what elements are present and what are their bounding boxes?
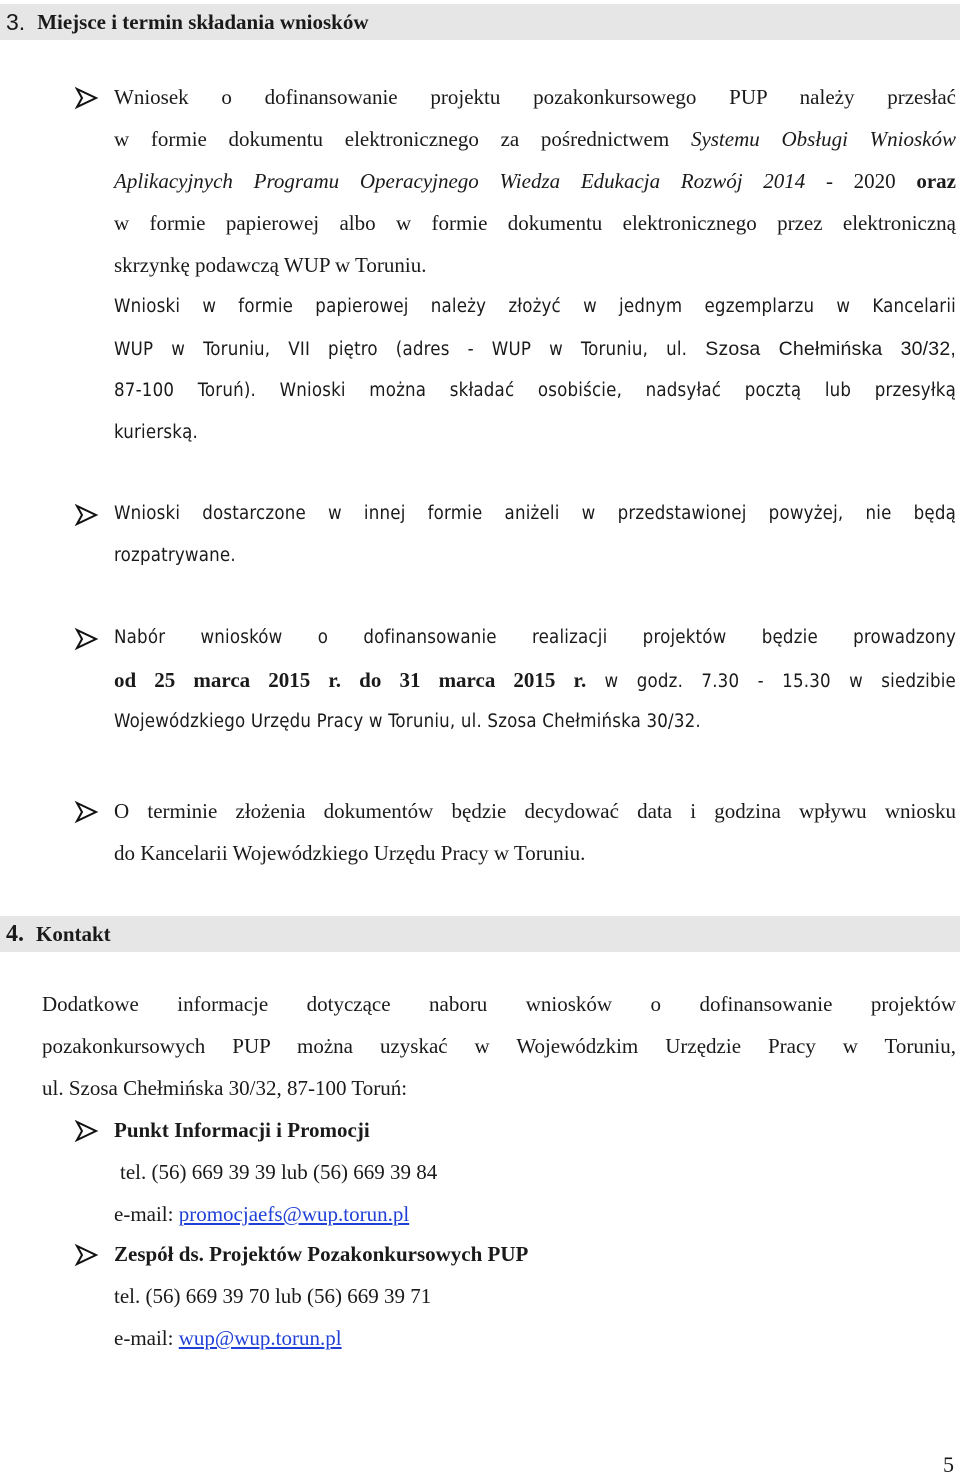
section-number: 4.	[6, 920, 24, 947]
bullet-paragraph-3	[114, 617, 956, 743]
text-line: pozakonkursowych PUP można uzyskać w Wojewódzkim Urzędzie Pracy w Toruniu,	[42, 1034, 956, 1058]
text-line: Wnioski w formie papierowej należy złożyć w jednym egzemplarzu w Kancelarii	[114, 296, 956, 317]
contact-name: Zespół ds. Projektów Pozakonkursowych PUP	[114, 1242, 529, 1266]
bullet-paragraph-2	[114, 493, 956, 577]
email-link[interactable]: wup@wup.torun.pl	[178, 1326, 342, 1350]
text-line: Wojewódzkiego Urzędu Pracy w Toruniu, ul. Szosa Chełmińska 30/32.	[114, 711, 701, 732]
contact-intro	[42, 983, 956, 1109]
text-line: ul. Szosa Chełmińska 30/32, 87-100 Toruń:	[42, 1076, 408, 1100]
text-line: do Kancelarii Wojewódzkiego Urzędu Pracy w Toruniu.	[114, 841, 586, 865]
text-line: kurierską.	[114, 422, 198, 443]
contact-name: Punkt Informacji i Promocji	[114, 1118, 370, 1142]
contact-email-line: e-mail: wup@wup.torun.pl	[114, 1326, 342, 1350]
text-line: rozpatrywane.	[114, 545, 236, 566]
text-line: O terminie złożenia dokumentów będzie decydować data i godzina wpływu wniosku	[114, 799, 956, 823]
bullet-arrow-icon	[74, 1243, 102, 1267]
bullet-arrow-icon	[74, 627, 102, 651]
contact-email-line: e-mail: promocjaefs@wup.torun.pl	[114, 1202, 410, 1226]
text-line: w formie dokumentu elektronicznego za pośrednictwem Systemu Obsługi Wniosków	[114, 127, 957, 151]
text-line: Wniosek o dofinansowanie projektu pozakonkursowego PUP należy przesłać	[114, 85, 956, 109]
contact-block-1	[114, 1109, 956, 1235]
text-line: WUP w Toruniu, VII piętro (adres - WUP w Toruniu, ul. Szosa Chełmińska 30/32,	[114, 338, 956, 360]
contact-phone: tel. (56) 669 39 39 lub (56) 669 39 84	[120, 1160, 438, 1184]
text-line: skrzynkę podawczą WUP w Toruniu.	[114, 253, 427, 277]
section-title: Miejsce i termin składania wniosków	[37, 9, 369, 34]
section-title: Kontakt	[36, 921, 111, 946]
bullet-paragraph-4	[114, 790, 956, 874]
text-line: od 25 marca 2015 r. do 31 marca 2015 r. w godz. 7.30 - 15.30 w siedzibie	[114, 668, 957, 692]
bullet-arrow-icon	[74, 503, 102, 527]
section-number: 3.	[6, 8, 26, 35]
bullet-arrow-icon	[74, 1119, 102, 1143]
text-line: Wnioski dostarczone w innej formie aniżeli w przedstawionej powyżej, nie będą	[114, 503, 956, 524]
contact-phone: tel. (56) 669 39 70 lub (56) 669 39 71	[114, 1284, 432, 1308]
page-number: 5	[943, 1452, 954, 1477]
section-4-header	[0, 916, 960, 952]
bullet-paragraph-1	[114, 76, 956, 454]
contact-block-2	[114, 1233, 956, 1359]
text-line: 87-100 Toruń). Wnioski można składać osobiście, nadsyłać pocztą lub przesyłką	[114, 380, 956, 401]
section-3-header	[0, 4, 960, 40]
bullet-arrow-icon	[74, 800, 102, 824]
email-link[interactable]: promocjaefs@wup.torun.pl	[178, 1202, 410, 1226]
text-line: Nabór wniosków o dofinansowanie realizacji projektów będzie prowadzony	[114, 627, 956, 648]
text-line: w formie papierowej albo w formie dokumentu elektronicznego przez elektroniczną	[114, 211, 956, 235]
bullet-arrow-icon	[74, 86, 102, 110]
text-line: Aplikacyjnych Programu Operacyjnego Wiedza Edukacja Rozwój 2014 - 2020 oraz	[114, 169, 956, 193]
text-line: Dodatkowe informacje dotyczące naboru wniosków o dofinansowanie projektów	[42, 992, 956, 1016]
